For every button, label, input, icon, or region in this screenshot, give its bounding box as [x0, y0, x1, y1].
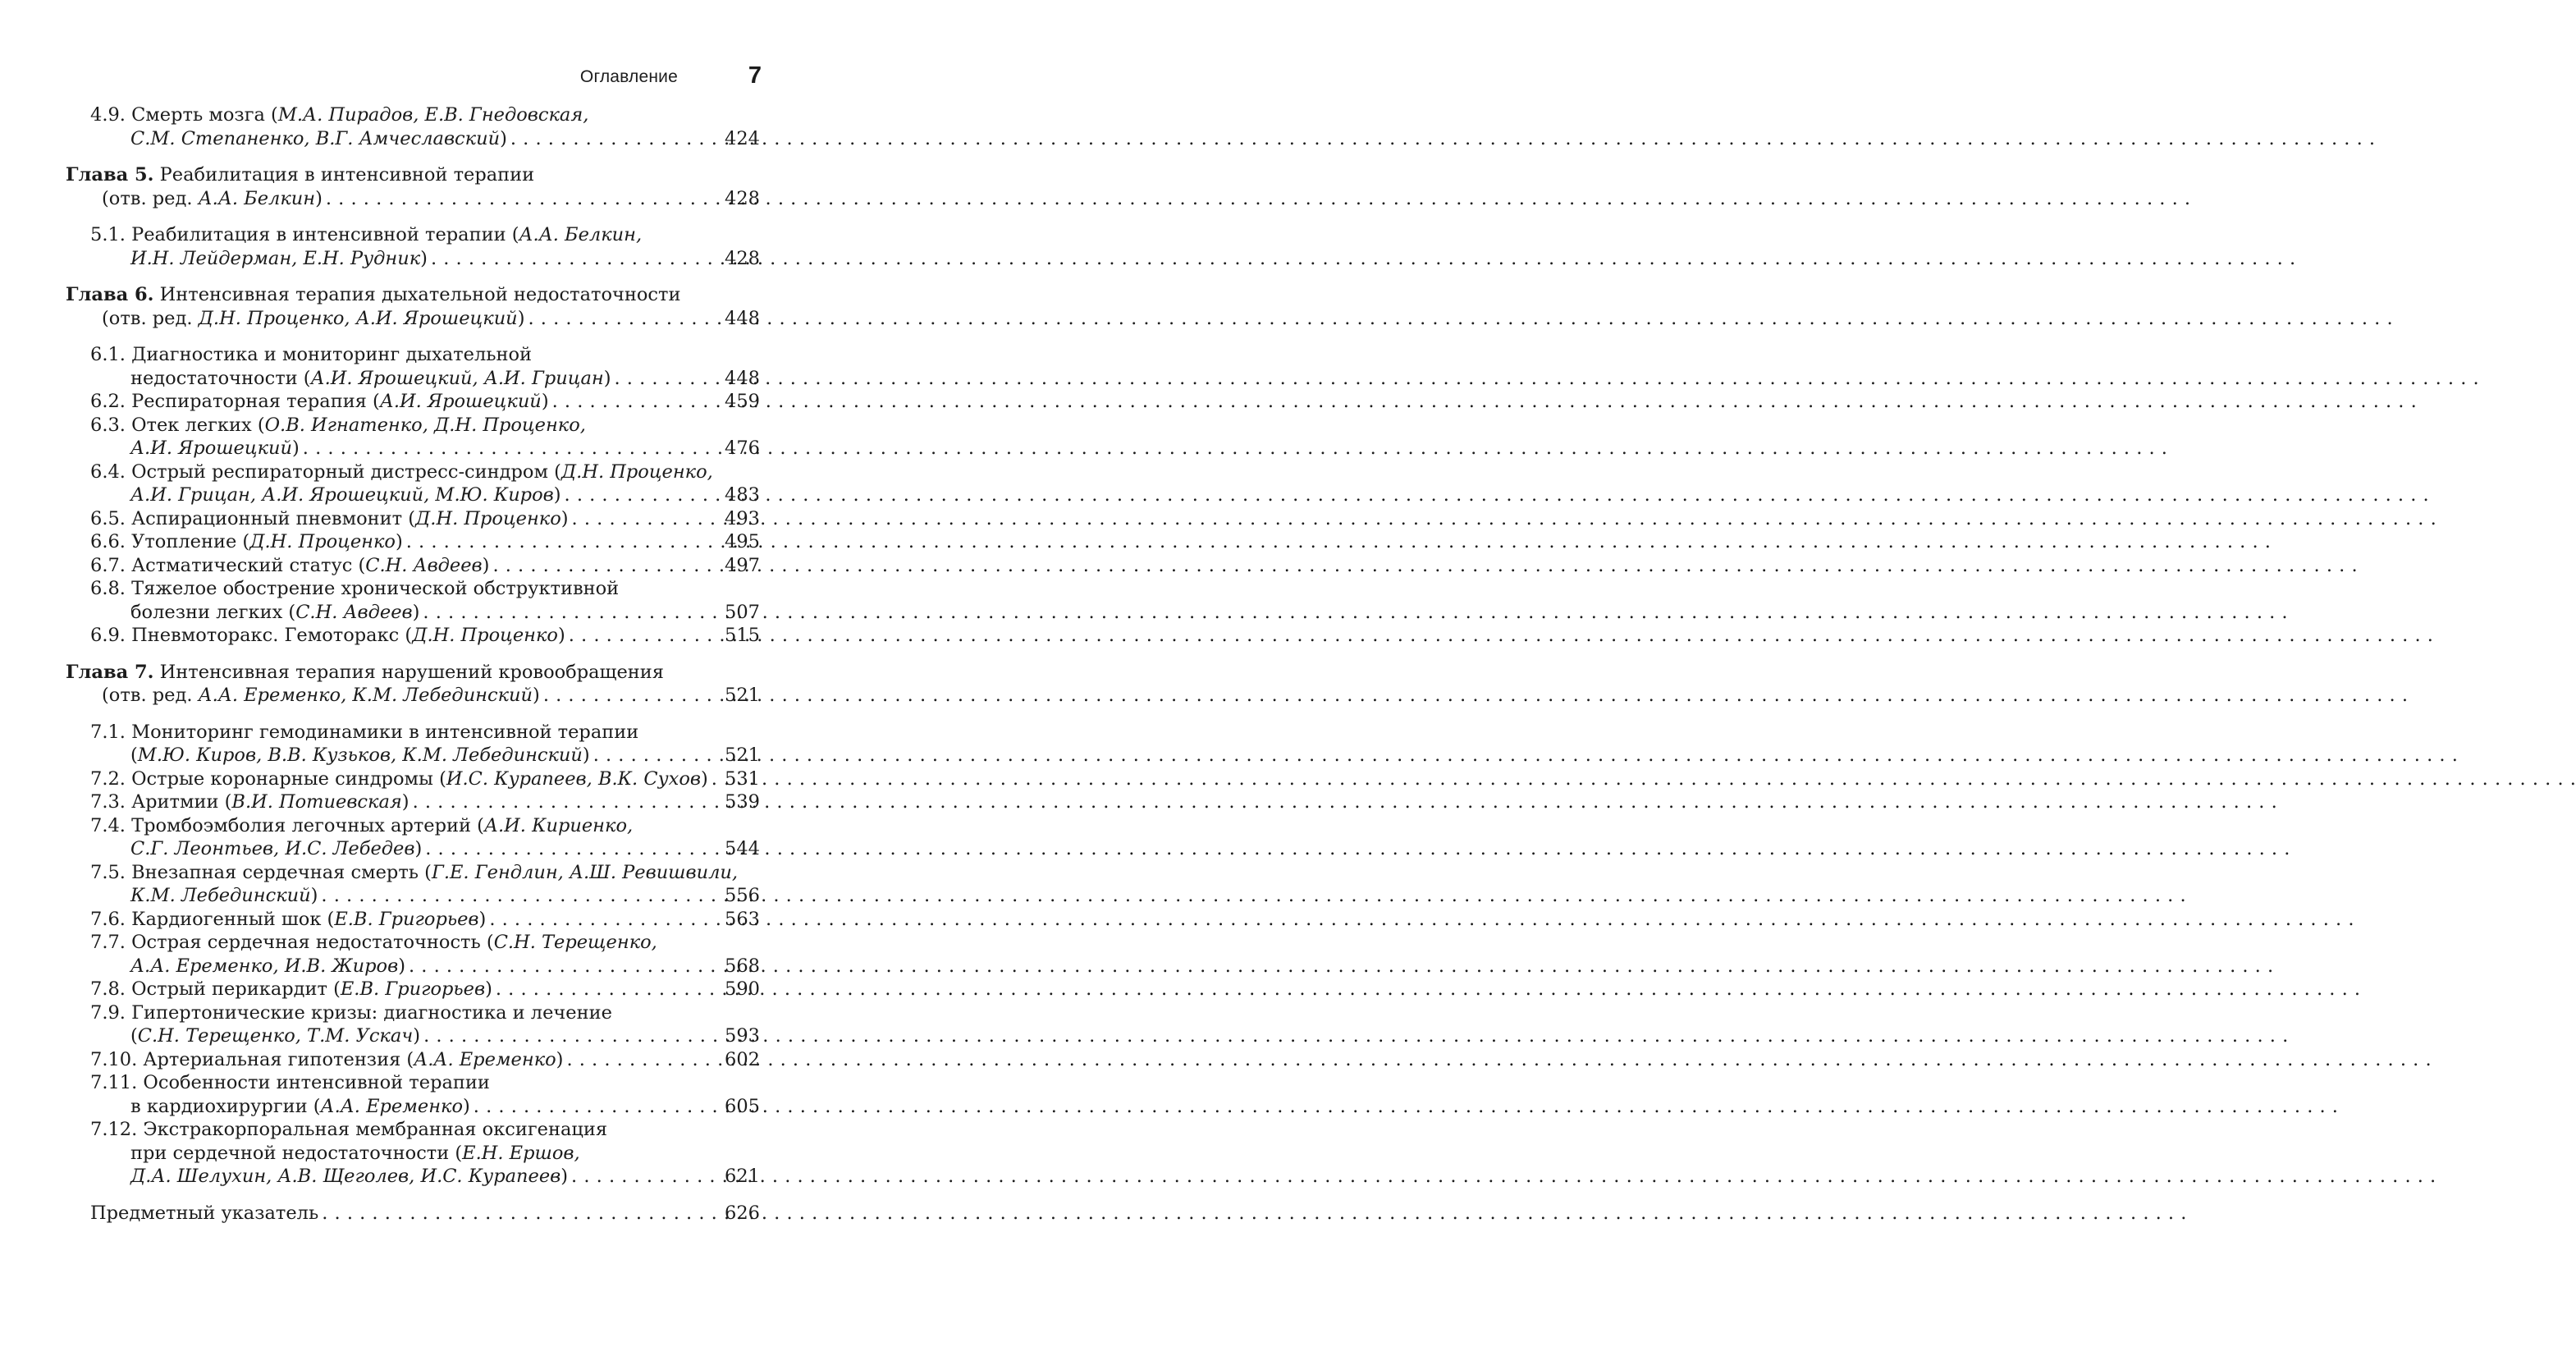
entry-closing: )	[420, 247, 428, 269]
entry-authors: А.И. Ярошецкий	[130, 437, 292, 459]
toc-line	[66, 127, 760, 151]
toc-line-text	[130, 247, 428, 271]
toc-line-text	[130, 955, 405, 978]
entry-page-number: 544	[725, 838, 760, 859]
toc-line-text	[90, 223, 642, 247]
entry-page-number: 626	[725, 1202, 760, 1224]
section-number: 6.7.	[90, 554, 126, 576]
entry-title: (	[130, 1025, 138, 1047]
toc-section-entry	[66, 223, 760, 270]
entry-authors: Д.А. Шелухин, А.В. Щеголев, И.С. Курапеев	[130, 1166, 561, 1187]
entry-title: недостаточности (	[130, 367, 311, 389]
entry-authors: А.И. Ярошецкий, А.И. Грицан	[310, 367, 604, 389]
entry-title: Пневмоторакс. Гемоторакс (	[131, 625, 413, 646]
toc-chapter-entry	[66, 661, 760, 708]
entry-authors: Д.Н. Проценко	[415, 507, 561, 529]
section-number: 7.3.	[90, 791, 126, 813]
entry-page-number: 521	[725, 685, 760, 706]
section-number: 7.5.	[90, 861, 126, 883]
entry-page-number: 605	[725, 1095, 760, 1117]
toc-section-entry	[66, 814, 760, 861]
entry-authors: С.Г. Леонтьев, И.С. Лебедев	[130, 838, 415, 859]
entry-title: Диагностика и мониторинг дыхательной	[131, 344, 533, 365]
toc-line-text	[102, 684, 540, 708]
entry-title: в кардиохирургии (	[130, 1095, 321, 1117]
dot-leader	[422, 837, 720, 861]
entry-title: Острая сердечная недостаточность (	[131, 932, 494, 953]
toc-section-entry	[66, 1048, 760, 1072]
toc-line	[66, 163, 760, 187]
section-number: 5.1.	[90, 224, 126, 245]
entry-page-number: 515	[725, 625, 760, 646]
entry-authors: Е.В. Григорьев	[334, 908, 479, 930]
toc-line	[66, 283, 760, 307]
entry-closing: )	[557, 625, 565, 646]
entry-title: Аспирационный пневмонит (	[131, 507, 415, 529]
toc-line	[66, 601, 760, 625]
toc-line	[66, 744, 760, 767]
toc-line-text	[130, 744, 590, 767]
toc-section-entry	[66, 1071, 760, 1118]
section-number: 6.2.	[90, 391, 126, 412]
entry-authors: С.Н. Авдеев	[365, 554, 483, 576]
section-number: 7.2.	[90, 767, 126, 790]
section-number: 6.8.	[90, 578, 126, 599]
toc-line-text	[90, 414, 586, 437]
toc-section-entry	[66, 1001, 760, 1048]
toc-line-text	[102, 307, 524, 331]
entry-closing: )	[485, 978, 492, 1000]
toc-section-entry	[66, 577, 760, 624]
toc-line-text	[90, 721, 638, 744]
chapter-label: Глава 7.	[66, 661, 154, 683]
entry-authors: С.Н. Терещенко, Т.М. Ускач	[137, 1025, 414, 1047]
entry-closing: )	[401, 791, 410, 813]
running-head	[0, 62, 821, 95]
entry-authors: А.И. Грицан, А.И. Ярошецкий, М.Ю. Киров	[130, 484, 554, 506]
entry-closing: )	[413, 1025, 421, 1047]
entry-page-number: 448	[725, 307, 760, 329]
entry-authors: А.А. Белкин,	[519, 224, 643, 245]
toc-line-text	[90, 577, 619, 601]
entry-authors: Е.В. Григорьев	[340, 978, 486, 1000]
entry-title: (отв. ред.	[102, 685, 199, 706]
entry-page-number: 539	[725, 791, 760, 813]
toc-line	[66, 1001, 760, 1025]
entry-closing: )	[700, 767, 708, 790]
toc-line	[66, 884, 760, 908]
toc-line-text	[90, 861, 738, 885]
toc-line-text	[130, 127, 507, 151]
entry-title: Реабилитация в интенсивной терапии (	[131, 224, 519, 245]
entry-title: Отек легких (	[131, 414, 265, 436]
toc-line-text	[90, 343, 532, 367]
section-number: 4.9.	[90, 104, 126, 126]
toc-line-text	[130, 483, 561, 507]
entry-page-number: 531	[725, 767, 760, 790]
toc-section-entry	[66, 390, 760, 414]
toc-line-text	[130, 1165, 568, 1189]
toc-line-text	[90, 931, 657, 955]
toc-line	[66, 931, 760, 955]
chapter-label: Глава 5.	[66, 164, 154, 186]
dot-leader	[549, 390, 720, 414]
entry-closing: )	[315, 187, 323, 209]
dot-leader	[524, 307, 720, 331]
toc-section-entry	[66, 1202, 760, 1225]
section-number: 6.6.	[90, 531, 126, 552]
entry-authors: В.И. Потиевская	[231, 791, 402, 813]
entry-page-number: 602	[725, 1048, 760, 1070]
toc-section-entry	[66, 103, 760, 150]
toc-line-text	[66, 661, 664, 685]
entry-authors: М.Ю. Киров, В.В. Кузьков, К.М. Лебединский	[137, 744, 583, 766]
toc-line	[66, 767, 760, 791]
entry-authors: И.Н. Лейдерман, Е.Н. Рудник	[130, 247, 421, 269]
entry-page-number: 507	[725, 601, 760, 623]
entry-authors: Е.Н. Ершов,	[462, 1142, 580, 1164]
toc-line	[66, 978, 760, 1001]
toc-line	[66, 187, 760, 211]
toc-line-text	[90, 530, 403, 554]
dot-leader	[563, 1048, 720, 1072]
entry-authors: Д.Н. Проценко	[412, 625, 558, 646]
toc-section-entry	[66, 530, 760, 554]
section-number: 7.7.	[90, 932, 126, 953]
entry-page-number: 568	[725, 955, 760, 977]
toc-section-entry	[66, 790, 760, 814]
entry-title: Гипертонические кризы: диагностика и лечение	[131, 1001, 612, 1024]
toc-line	[66, 530, 760, 554]
section-number: 7.4.	[90, 814, 126, 836]
toc-line	[66, 1095, 760, 1119]
toc-line	[66, 861, 760, 885]
entry-page-number: 493	[725, 507, 760, 529]
toc-line-text	[90, 814, 633, 838]
dot-leader	[492, 978, 720, 1001]
toc-chapter-entry	[66, 283, 760, 330]
entry-closing: )	[310, 885, 318, 906]
entry-closing: )	[292, 437, 300, 459]
dot-leader	[590, 744, 720, 767]
toc-line	[66, 1024, 760, 1048]
dot-leader	[318, 884, 720, 908]
toc-section-entry	[66, 1118, 760, 1189]
entry-authors: А.А. Еременко, И.В. Жиров	[130, 955, 399, 977]
entry-authors: А.И. Ярошецкий	[379, 391, 542, 412]
entry-title: Интенсивная терапия нарушений кровообращения	[153, 661, 664, 683]
toc-line	[66, 507, 760, 531]
toc-line-text	[90, 1118, 607, 1142]
toc-line-text	[130, 1024, 420, 1048]
toc-section-entry	[66, 767, 760, 791]
dot-leader	[419, 601, 720, 625]
toc-line	[66, 367, 760, 391]
entry-page-number: 497	[725, 554, 760, 576]
entry-closing: )	[560, 1166, 569, 1187]
toc-line	[66, 814, 760, 838]
dot-leader	[540, 684, 720, 708]
dot-leader	[565, 624, 720, 648]
entry-title: болезни легких (	[130, 601, 296, 623]
table-of-contents	[66, 103, 760, 1225]
toc-section-entry	[66, 460, 760, 507]
entry-closing: )	[582, 744, 590, 766]
dot-leader	[405, 955, 720, 978]
entry-closing: )	[478, 908, 487, 930]
entry-title: Внезапная сердечная смерть (	[131, 861, 432, 883]
entry-page-number: 459	[725, 391, 760, 412]
dot-leader	[569, 507, 721, 531]
entry-authors: А.А. Еременко	[320, 1095, 463, 1117]
entry-closing: )	[463, 1095, 470, 1117]
entry-title: Смерть мозга (	[131, 104, 278, 126]
entry-closing: )	[560, 507, 569, 529]
toc-line	[66, 1202, 760, 1225]
toc-line-text	[90, 978, 492, 1001]
toc-line	[66, 790, 760, 814]
toc-line	[66, 247, 760, 271]
entry-page-number: 621	[725, 1166, 760, 1187]
entry-page-number: 424	[725, 127, 760, 149]
dot-leader	[561, 483, 721, 507]
entry-authors: Д.Н. Проценко,	[560, 460, 713, 483]
section-number: 7.10.	[90, 1048, 138, 1070]
toc-section-entry	[66, 554, 760, 578]
entry-closing: )	[500, 127, 507, 149]
entry-page-number: 428	[725, 187, 760, 209]
toc-line-text	[130, 884, 318, 908]
dot-leader	[428, 247, 720, 271]
toc-line	[66, 624, 760, 648]
toc-line	[66, 661, 760, 685]
entry-title: Респираторная терапия (	[131, 391, 380, 412]
entry-page-number: 563	[725, 908, 760, 930]
dot-leader	[318, 1202, 720, 1225]
toc-section-entry	[66, 507, 760, 531]
entry-closing: )	[414, 838, 423, 859]
entry-page-number: 483	[725, 484, 760, 506]
section-number: 6.3.	[90, 414, 126, 436]
entry-title: Астматический статус (	[131, 554, 366, 576]
toc-line	[66, 483, 760, 507]
entry-page-number: 556	[725, 885, 760, 906]
entry-authors: С.Н. Авдеев	[295, 601, 413, 623]
toc-section-entry	[66, 414, 760, 460]
dot-leader	[470, 1095, 720, 1119]
toc-line-text	[90, 767, 708, 791]
toc-section-entry	[66, 721, 760, 767]
entry-authors: С.М. Степаненко, В.Г. Амчеславский	[130, 127, 501, 149]
entry-page-number: 590	[725, 978, 760, 1000]
entry-title: Особенности интенсивной терапии	[143, 1072, 490, 1093]
section-number: 6.4.	[90, 460, 126, 483]
entry-title: (	[130, 744, 138, 766]
entry-title: Экстракорпоральная мембранная оксигенация	[143, 1119, 608, 1140]
toc-section-entry	[66, 343, 760, 390]
entry-page-number: 593	[725, 1025, 760, 1047]
toc-section-entry	[66, 861, 760, 908]
running-head-title: Оглавление	[579, 67, 678, 86]
section-number: 7.11.	[90, 1072, 138, 1093]
toc-line-text	[90, 103, 588, 127]
entry-title: (отв. ред.	[102, 187, 199, 209]
toc-line	[66, 577, 760, 601]
entry-closing: )	[533, 685, 540, 706]
entry-authors: С.Н. Терещенко,	[493, 932, 657, 953]
entry-authors: А.И. Кириенко,	[483, 814, 634, 836]
toc-section-entry	[66, 908, 760, 932]
section-number: 6.9.	[90, 625, 126, 646]
entry-title: Тромбоэмболия легочных артерий (	[131, 814, 484, 836]
toc-line	[66, 554, 760, 578]
dot-leader	[489, 554, 720, 578]
entry-title: Острый перикардит (	[131, 978, 341, 1000]
entry-title: (отв. ред.	[102, 307, 199, 329]
dot-leader	[486, 908, 720, 932]
toc-line-text	[90, 1048, 563, 1072]
entry-authors: А.А. Еременко	[414, 1048, 556, 1070]
entry-closing: )	[482, 554, 490, 576]
toc-line	[66, 103, 760, 127]
toc-line	[66, 1048, 760, 1072]
toc-line-text	[90, 1001, 612, 1025]
toc-line	[66, 437, 760, 460]
toc-line	[66, 343, 760, 367]
entry-closing: )	[541, 391, 549, 412]
section-number: 7.12.	[90, 1119, 138, 1140]
toc-line-text	[90, 1202, 318, 1225]
toc-line	[66, 684, 760, 708]
toc-line	[66, 390, 760, 414]
dot-leader	[507, 127, 720, 151]
entry-title: Реабилитация в интенсивной терапии	[153, 164, 535, 186]
toc-line-text	[90, 624, 565, 648]
entry-page-number: 428	[725, 247, 760, 269]
entry-closing: )	[556, 1048, 564, 1070]
entry-authors: Д.Н. Проценко	[249, 531, 396, 552]
toc-line-text	[130, 837, 422, 861]
section-number: 7.8.	[90, 978, 126, 1000]
entry-closing: )	[395, 531, 403, 552]
page-number: 7	[748, 62, 762, 89]
toc-line-text	[66, 283, 680, 307]
entry-closing: )	[553, 484, 561, 506]
toc-line-text	[90, 1071, 490, 1095]
toc-section-entry	[66, 931, 760, 978]
entry-title: Предметный указатель	[90, 1202, 319, 1224]
entry-authors: Г.Е. Гендлин, А.Ш. Ревишвили,	[431, 861, 739, 883]
dot-leader	[708, 767, 720, 791]
toc-line-text	[130, 601, 419, 625]
dot-leader	[410, 790, 720, 814]
entry-title: Кардиогенный шок (	[131, 908, 335, 930]
toc-line	[66, 307, 760, 331]
section-number: 6.5.	[90, 507, 126, 529]
toc-line	[66, 223, 760, 247]
entry-closing: )	[517, 307, 525, 329]
toc-line	[66, 955, 760, 978]
toc-line	[66, 1118, 760, 1142]
entry-authors: Д.Н. Проценко, А.И. Ярошецкий	[198, 307, 518, 329]
entry-closing: )	[603, 367, 611, 389]
toc-line-text	[90, 390, 549, 414]
entry-title: Острый респираторный дистресс-синдром (	[131, 460, 561, 483]
toc-line	[66, 1142, 760, 1166]
entry-closing: )	[412, 601, 420, 623]
toc-line-text	[130, 1095, 470, 1119]
entry-authors: А.А. Еременко, К.М. Лебединский	[198, 685, 533, 706]
entry-title: Тяжелое обострение хронической обструктивной	[131, 578, 620, 599]
toc-section-entry	[66, 978, 760, 1001]
toc-line	[66, 721, 760, 744]
toc-line-text	[90, 790, 410, 814]
toc-line-text	[90, 460, 713, 484]
toc-line	[66, 837, 760, 861]
entry-authors: К.М. Лебединский	[130, 885, 311, 906]
toc-line	[66, 1071, 760, 1095]
toc-line	[66, 460, 760, 484]
entry-page-number: 448	[725, 367, 760, 389]
toc-line-text	[90, 908, 486, 932]
dot-leader	[403, 530, 720, 554]
dot-leader	[323, 187, 720, 211]
toc-chapter-entry	[66, 163, 760, 210]
toc-line-text	[90, 554, 489, 578]
entry-page-number: 521	[725, 744, 760, 766]
section-number: 7.6.	[90, 908, 126, 930]
section-number: 7.1.	[90, 721, 126, 743]
section-number: 6.1.	[90, 344, 126, 365]
entry-title: при сердечной недостаточности (	[130, 1142, 463, 1164]
entry-authors: И.С. Курапеев, В.К. Сухов	[446, 767, 701, 790]
entry-title: Мониторинг гемодинамики в интенсивной терапии	[131, 721, 639, 743]
entry-closing: )	[398, 955, 405, 977]
dot-leader	[300, 437, 720, 460]
entry-authors: А.А. Белкин	[198, 187, 316, 209]
entry-title: Утопление (	[131, 531, 250, 552]
toc-line-text	[130, 1142, 580, 1166]
toc-line	[66, 908, 760, 932]
toc-line-text	[102, 187, 323, 211]
section-number: 7.9.	[90, 1001, 126, 1024]
toc-line-text	[130, 437, 300, 460]
entry-page-number: 476	[725, 437, 760, 459]
chapter-label: Глава 6.	[66, 284, 154, 305]
toc-line-text	[90, 507, 569, 531]
entry-title: Интенсивная терапия дыхательной недостаточности	[153, 284, 681, 305]
dot-leader	[611, 367, 720, 391]
toc-line	[66, 1165, 760, 1189]
toc-line	[66, 414, 760, 437]
entry-authors: М.А. Пирадов, Е.В. Гнедовская,	[277, 104, 589, 126]
toc-line-text	[66, 163, 534, 187]
entry-title: Артериальная гипотензия (	[143, 1048, 414, 1070]
entry-title: Острые коронарные синдромы (	[131, 767, 446, 790]
entry-authors: О.В. Игнатенко, Д.Н. Проценко,	[264, 414, 586, 436]
entry-page-number: 495	[725, 531, 760, 552]
entry-title: Аритмии (	[131, 791, 232, 813]
dot-leader	[568, 1165, 720, 1189]
dot-leader	[420, 1024, 720, 1048]
toc-line-text	[130, 367, 611, 391]
toc-section-entry	[66, 624, 760, 648]
